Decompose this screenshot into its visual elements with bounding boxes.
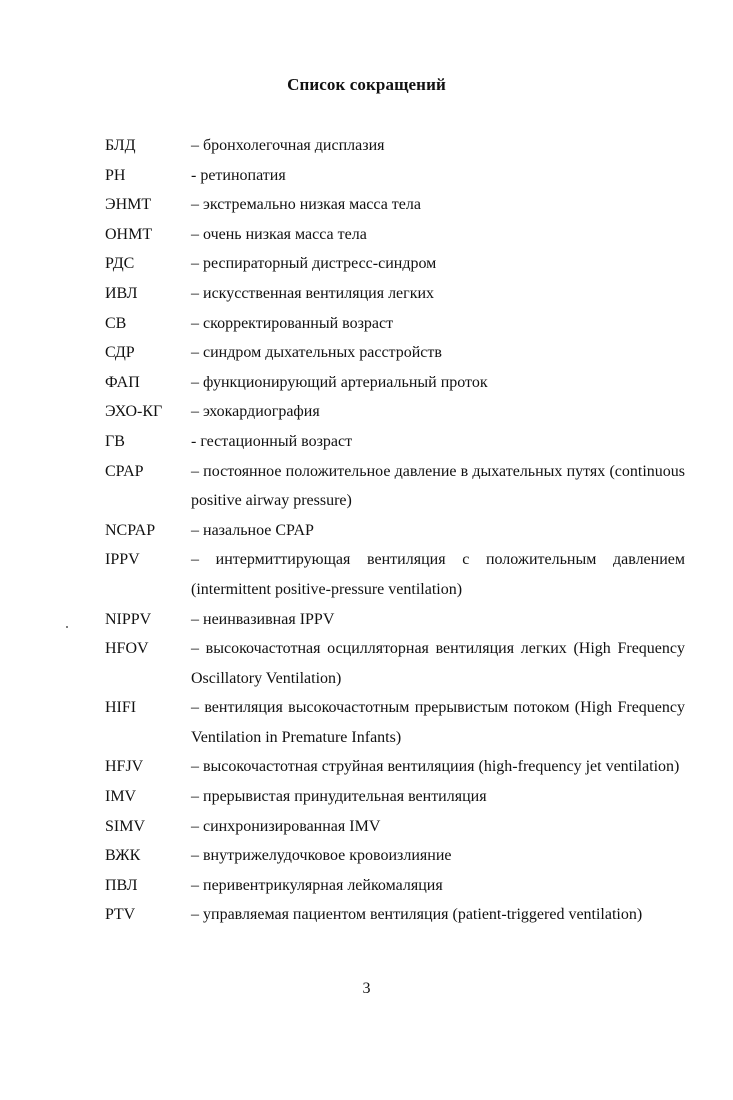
abbreviation-term: БЛД (105, 137, 136, 154)
abbreviation-term: ИВЛ (105, 284, 138, 302)
abbreviation-term: ФАП (105, 373, 140, 391)
list-item (105, 338, 685, 368)
abbreviation-definition: – синдром дыхательных расстройств (191, 344, 442, 362)
list-item (105, 220, 685, 250)
abbreviation-term: HFOV (105, 640, 149, 658)
abbreviation-definition: – респираторный дистресс-синдром (191, 255, 437, 273)
scan-dot (66, 626, 68, 628)
abbreviation-definition: – функционирующий артериальный проток (191, 373, 488, 391)
list-item (105, 752, 685, 782)
abbreviation-definition: – внутрижелудочковое кровоизлияние (191, 847, 452, 865)
list-item (105, 782, 685, 812)
list-item (105, 249, 685, 279)
abbreviation-definition: – высокочастотная струйная вентиляциия (high-frequency jet ventilation) (191, 758, 680, 776)
abbreviation-term: PTV (105, 906, 136, 924)
abbreviation-term: SIMV (105, 817, 146, 835)
list-item (105, 871, 685, 901)
abbreviation-term: ЭХО-КГ (105, 403, 163, 421)
abbreviation-definition: – неинвазивная IPPV (191, 610, 335, 628)
abbreviation-definition: – бронхолегочная дисплазия (191, 137, 385, 154)
abbreviation-definition: - ретинопатия (191, 166, 286, 184)
list-item (105, 368, 685, 398)
list-item (105, 190, 685, 220)
list-item (105, 634, 685, 693)
abbreviation-definition: – эхокардиография (191, 403, 320, 421)
abbreviation-term: HFJV (105, 758, 144, 776)
abbreviation-definition: – постоянное положительное давление в дыхательных путях (continuous positive airway pressure) (191, 462, 685, 510)
abbreviation-term: NIPPV (105, 610, 152, 628)
abbreviation-definition: – вентиляция высокочастотным прерывистым потоком (High Frequency Ventilation in Premature Infants) (191, 699, 685, 746)
abbreviation-definition: – скорректированный возраст (191, 314, 394, 332)
abbreviation-term: СДР (105, 344, 135, 362)
abbreviation-term: IMV (105, 788, 137, 806)
abbreviation-term: NCPAP (105, 521, 156, 539)
abbreviation-definition: – назальное CPAP (191, 521, 314, 539)
list-item (105, 545, 685, 604)
list-item (105, 693, 685, 752)
abbreviation-term: РН (105, 166, 126, 184)
abbreviation-definition: – управляемая пациентом вентиляция (patient-triggered ventilation) (191, 906, 643, 924)
abbreviation-term: CPAP (105, 462, 144, 480)
abbreviation-term: ПВЛ (105, 876, 138, 894)
abbreviation-definition: – прерывистая принудительная вентиляция (191, 788, 487, 806)
page-title: Список сокращений (287, 75, 446, 94)
abbreviation-term: IPPV (105, 551, 140, 569)
abbreviation-definition: – очень низкая масса тела (191, 225, 367, 243)
abbreviation-term: ВЖК (105, 847, 141, 865)
abbreviation-definition: - гестационный возраст (191, 432, 353, 450)
abbreviation-definition: – интермиттирующая вентиляция с положительным давлением (intermittent positive-pressure ventilation) (191, 551, 685, 598)
abbreviation-definition: – экстремально низкая масса тела (191, 196, 421, 214)
abbreviation-term: HIFI (105, 699, 137, 717)
list-item (105, 161, 685, 191)
abbreviation-list (105, 131, 685, 930)
list-item (105, 427, 685, 457)
list-item (105, 397, 685, 427)
list-item (105, 812, 685, 842)
abbreviation-term: ЭНМТ (105, 196, 152, 214)
list-item (105, 841, 685, 871)
abbreviation-definition: – высокочастотная осцилляторная вентиляция легких (High Frequency Oscillatory Ventilation) (191, 640, 685, 687)
page-number: 3 (362, 980, 371, 997)
list-item (105, 900, 685, 930)
list-item (105, 516, 685, 546)
abbreviation-term: ГВ (105, 432, 125, 450)
list-item (105, 457, 685, 516)
abbreviation-definition: – перивентрикулярная лейкомаляция (191, 876, 443, 894)
abbreviation-term: ОНМТ (105, 225, 153, 243)
abbreviation-definition: – искусственная вентиляция легких (191, 284, 435, 302)
list-item (105, 279, 685, 309)
abbreviation-term: СВ (105, 314, 127, 332)
list-item (105, 131, 685, 161)
list-item (105, 309, 685, 339)
abbreviation-term: РДС (105, 255, 135, 273)
abbreviation-definition: – синхронизированная IMV (191, 817, 381, 835)
list-item (105, 605, 685, 635)
